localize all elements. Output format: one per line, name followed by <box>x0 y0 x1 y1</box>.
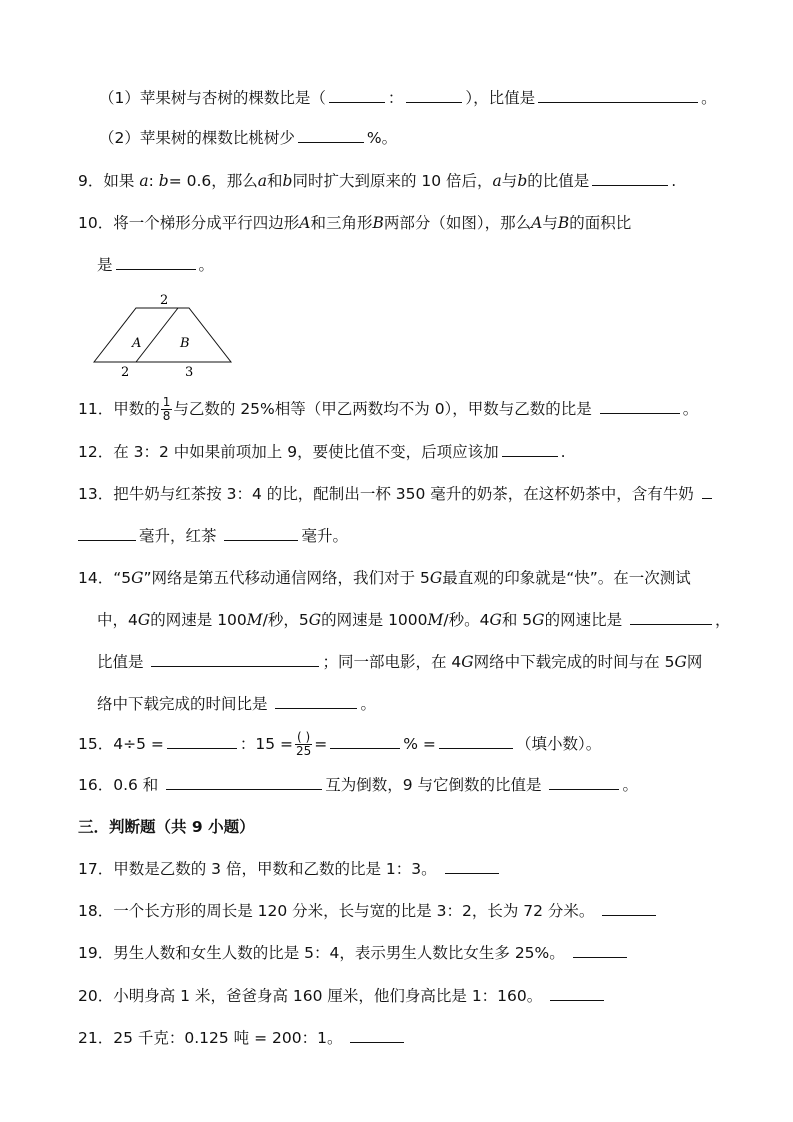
q13-milk-blank[interactable] <box>78 525 136 541</box>
triangle-label: B <box>180 336 190 351</box>
q8-sub2-text-b: %。 <box>366 129 398 147</box>
q9-text-d: 同时扩大到原来的 10 倍后， <box>292 172 493 190</box>
q10-text-b: 和三角形 <box>310 214 373 232</box>
question-number: 9． <box>78 172 104 190</box>
q10-var-b: B <box>372 214 384 232</box>
question-19 <box>78 942 630 964</box>
question-21 <box>78 1027 407 1049</box>
q12-answer-blank[interactable] <box>502 441 558 457</box>
q16-text-c: 。 <box>622 776 638 794</box>
q8-sub2 <box>99 127 397 149</box>
q9-text-b: = 0.6，那么 <box>168 172 258 190</box>
q14-ratio-value-blank[interactable] <box>151 651 319 667</box>
question-number: 15． <box>78 735 114 753</box>
question-number: 11． <box>78 400 114 418</box>
q10-text-a: 将一个梯形分成平行四边形 <box>113 214 300 232</box>
q14-text-b: ”网络是第五代移动通信网络，我们对于 5 <box>143 569 430 587</box>
q13-text-a: 把牛奶与红茶按 3：4 的比，配制出一杯 350 毫升的奶茶，在这杯奶茶中，含有牛奶 <box>113 485 694 503</box>
q20-answer-blank[interactable] <box>550 985 604 1001</box>
q13-text-c: 毫升。 <box>301 527 348 545</box>
fraction-denominator: 25 <box>296 744 312 758</box>
q9-answer-blank[interactable] <box>592 170 668 186</box>
q14-speed-ratio-blank[interactable] <box>630 609 712 625</box>
q14-text-c: 最直观的印象就是“快”。在一次测试 <box>442 569 691 587</box>
q10-text-d: 与 <box>542 214 558 232</box>
question-14-line2 <box>97 609 731 631</box>
q14-l4-b: 。 <box>360 695 376 713</box>
question-number: 20． <box>78 987 114 1005</box>
question-11 <box>78 396 698 423</box>
q8-sub1-blank-1[interactable] <box>329 87 385 103</box>
fraction-denominator: 8 <box>162 409 171 423</box>
q14-l3-d: 网 <box>686 653 703 671</box>
fraction-numerator: ( ) <box>297 730 311 744</box>
q16-text-b: 互为倒数，9 与它倒数的比值是 <box>325 776 542 794</box>
q14-text-a: “5 <box>113 569 132 587</box>
q20-text: 小明身高 1 米，爸爸身高 160 厘米，他们身高比是 1：160。 <box>113 987 543 1005</box>
section-3-title: 三．判断题（共 9 小题） <box>78 818 255 836</box>
q16-blank-1[interactable] <box>166 774 322 790</box>
q16-blank-2[interactable] <box>549 774 619 790</box>
q9-var-a2: a <box>257 172 268 190</box>
figure-bottom-left-label: 2 <box>121 365 130 380</box>
q10-var-b2: B <box>557 214 570 232</box>
q9-text-g: . <box>671 172 677 190</box>
question-16 <box>78 774 638 796</box>
q9-text-f: 的比值是 <box>527 172 590 190</box>
q14-m: M <box>246 611 263 629</box>
q9-colon: : <box>148 172 154 190</box>
q15-blank-2[interactable] <box>330 733 400 749</box>
question-number: 12． <box>78 443 114 461</box>
q14-l2-e: /秒。4 <box>443 611 490 629</box>
q9-var-a3: a <box>492 172 502 190</box>
q21-text: 25 千克：0.125 吨 = 200：1。 <box>113 1029 343 1047</box>
q18-text: 一个长方形的周长是 120 分米，长与宽的比是 3：2，长为 72 分米。 <box>113 902 595 920</box>
q9-var-b2: b <box>282 172 293 190</box>
q13-text-b: 毫升，红茶 <box>139 527 217 545</box>
trapezoid-outline <box>94 308 231 362</box>
q18-answer-blank[interactable] <box>602 900 656 916</box>
question-20 <box>78 985 607 1007</box>
question-number: 19． <box>78 944 114 962</box>
q12-text-a: 在 3：2 中如果前项加上 9，要使比值不变，后项应该加 <box>113 443 499 461</box>
q14-l2-d: 的网速是 1000 <box>321 611 428 629</box>
q14-l2-f: 和 5 <box>501 611 533 629</box>
question-number: 14． <box>78 569 114 587</box>
q15-text-c: = <box>314 735 328 753</box>
q15-text-d: % = <box>403 735 436 753</box>
q11-text-c: 。 <box>682 400 699 418</box>
trapezoid-figure <box>88 290 248 380</box>
q14-g: G <box>489 611 502 629</box>
q10-var-a2: A <box>531 214 543 232</box>
q17-text: 甲数是乙数的 3 倍，甲数和乙数的比是 1：3。 <box>113 860 437 878</box>
figure-top-label: 2 <box>160 293 169 308</box>
q14-l3-a: 比值是 <box>97 653 144 671</box>
q15-blank-3[interactable] <box>439 733 513 749</box>
q13-milk-blank-start[interactable] <box>702 483 712 499</box>
question-14-line4 <box>97 693 376 715</box>
q14-l2-c: /秒，5 <box>262 611 309 629</box>
q10-var-a: A <box>299 214 311 232</box>
q10-line2-end: 。 <box>198 256 215 274</box>
q15-text-b: ：15 = <box>239 735 293 753</box>
q11-text-a: 甲数的 <box>113 400 160 418</box>
q14-l2-b: 的网速是 100 <box>150 611 247 629</box>
question-18 <box>78 900 659 922</box>
q14-m: M <box>427 611 444 629</box>
question-15 <box>78 731 601 758</box>
question-14 <box>78 567 691 589</box>
q8-sub1-text-d: 。 <box>701 89 717 107</box>
figure-bottom-right-label: 3 <box>185 365 194 380</box>
question-12 <box>78 441 566 463</box>
question-13-line2 <box>78 525 348 547</box>
question-number: 17． <box>78 860 114 878</box>
question-number: 16． <box>78 776 114 794</box>
q9-text-c: 和 <box>267 172 283 190</box>
q14-l2-a: 中，4 <box>97 611 138 629</box>
q14-g: G <box>429 569 443 587</box>
q9-var-b: b <box>158 172 169 190</box>
question-14-line3 <box>97 651 702 673</box>
q16-text-a: 0.6 和 <box>113 776 159 794</box>
q10-text-e: 的面积比 <box>569 214 632 232</box>
q12-text-b: . <box>560 443 566 461</box>
parallelogram-label: A <box>132 336 142 351</box>
q8-sub1-text-c: ），比值是 <box>465 89 536 107</box>
question-10 <box>78 212 631 234</box>
q17-answer-blank[interactable] <box>445 858 499 874</box>
question-13 <box>78 483 715 505</box>
q14-g: G <box>308 611 322 629</box>
q9-var-a: a <box>139 172 149 190</box>
q10-text-c: 两部分（如图），那么 <box>383 214 532 232</box>
question-17 <box>78 858 502 880</box>
q19-answer-blank[interactable] <box>573 942 627 958</box>
q14-g: G <box>532 611 545 629</box>
q9-text-e: 与 <box>501 172 518 190</box>
question-number: 10． <box>78 214 114 232</box>
q19-text: 男生人数和女生人数的比是 5：4，表示男生人数比女生多 25%。 <box>113 944 565 962</box>
q10-answer-blank[interactable] <box>116 254 196 270</box>
q14-g: G <box>137 611 151 629</box>
question-9 <box>78 170 676 192</box>
q14-l3-c: 网络中下载完成的时间与在 5 <box>473 653 675 671</box>
q15-text-e: （填小数）。 <box>515 735 602 753</box>
q11-fraction <box>161 396 173 423</box>
q8-sub1-text-a: （1）苹果树与杏树的棵数比是（ <box>99 89 326 107</box>
q15-text-a: 4÷5 = <box>113 735 164 753</box>
q14-g: G <box>131 569 144 587</box>
q11-answer-blank[interactable] <box>600 398 680 414</box>
q21-answer-blank[interactable] <box>350 1027 404 1043</box>
q10-line2-text: 是 <box>97 256 113 274</box>
q8-sub1-blank-2[interactable] <box>406 87 462 103</box>
q9-var-b3: b <box>517 172 528 190</box>
q14-time-ratio-blank[interactable] <box>275 693 357 709</box>
q15-blank-1[interactable] <box>167 733 237 749</box>
question-number: 21． <box>78 1029 114 1047</box>
q8-sub1-text-b: ： <box>387 89 404 107</box>
question-number: 13． <box>78 485 114 503</box>
divider-line <box>136 308 178 362</box>
q9-text-a: 如果 <box>103 172 135 190</box>
q14-l2-g: 的网速比是 <box>544 611 623 629</box>
q8-sub2-text-a: （2）苹果树的棵数比桃树少 <box>99 129 295 147</box>
q8-sub2-blank[interactable] <box>298 127 364 143</box>
q14-g: G <box>674 653 687 671</box>
fraction-numerator: 1 <box>162 395 171 409</box>
question-10-line2 <box>97 254 214 276</box>
q14-g: G <box>461 653 474 671</box>
q14-l4-a: 络中下载完成的时间比是 <box>97 695 268 713</box>
q14-l2-h: ， <box>715 611 731 629</box>
question-number: 18． <box>78 902 114 920</box>
q15-fraction <box>294 731 313 758</box>
q11-text-b: 与乙数的 25%相等（甲乙两数均不为 0），甲数与乙数的比是 <box>173 400 592 418</box>
q13-tea-blank[interactable] <box>224 525 298 541</box>
q14-l3-b: ；同一部电影，在 4 <box>322 653 462 671</box>
q8-sub1-blank-3[interactable] <box>538 87 698 103</box>
q8-sub1 <box>99 87 717 109</box>
